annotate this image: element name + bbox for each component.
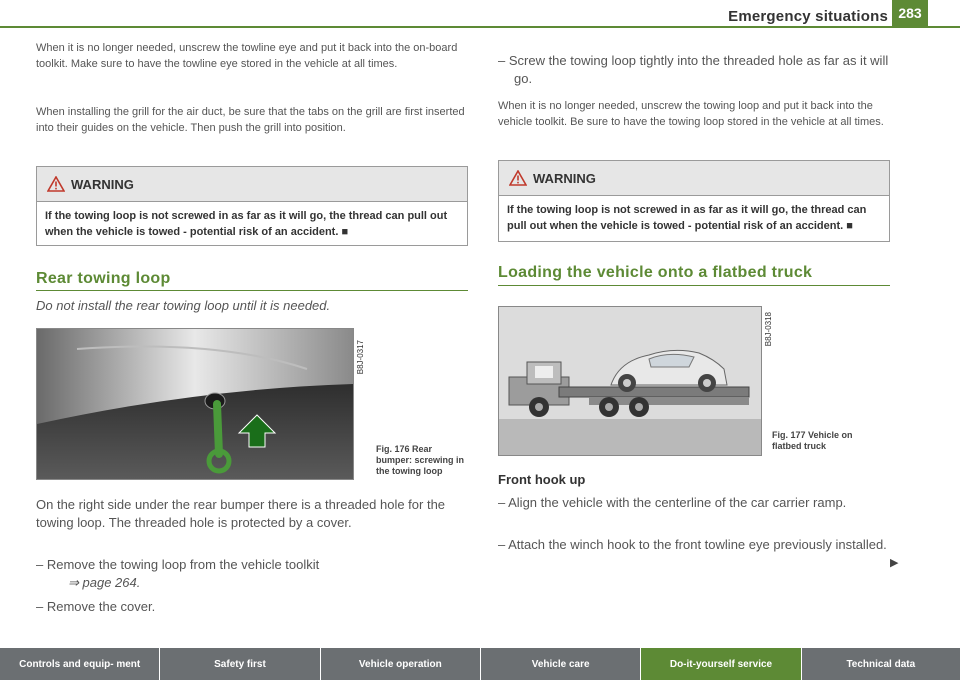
left-paragraph-1: When it is no longer needed, unscrew the towline eye and put it back into the on-board toolkit. Make sure to have the towline eye stored in the vehicle at all times.	[36, 42, 458, 70]
left-body-text: On the right side under the rear bumper there is a threaded hole for the towing loop. The threaded hole is protected by a cover.	[36, 497, 446, 530]
continue-arrow-icon: ▶	[890, 557, 899, 569]
footer-tab-technical-data[interactable]: Technical data	[802, 648, 960, 680]
left-warning-header	[37, 167, 467, 202]
left-list-item-1	[36, 556, 482, 592]
section-rule-right	[498, 285, 890, 286]
right-list-item-2: – Attach the winch hook to the front towline eye previously installed.	[498, 537, 887, 552]
flatbed-truck-illustration	[499, 307, 761, 455]
right-warning-box	[498, 160, 890, 242]
figure-176-caption: Fig. 176 Rear bumper: screwing in the towing loop	[376, 444, 465, 476]
footer-tab-safety[interactable]: Safety first	[160, 648, 320, 680]
left-warning-box	[36, 166, 468, 246]
footer-nav	[0, 648, 960, 680]
footer-tab-controls[interactable]: Controls and equip- ment	[0, 648, 160, 680]
page-header-title: Emergency situations	[728, 8, 888, 25]
section-title-rear-towing-loop: Rear towing loop	[36, 270, 171, 287]
subhead-front-hook-up: Front hook up	[498, 472, 586, 487]
left-warning-text: If the towing loop is not screwed in as far as it will go, the thread can pull out when the vehicle is towed - potential risk of an accident. ■	[45, 210, 448, 238]
page-number: 283	[892, 0, 928, 26]
left-list-item-2: – Remove the cover.	[36, 599, 156, 614]
footer-tab-vehicle-care[interactable]: Vehicle care	[481, 648, 641, 680]
left-paragraph-2: When installing the grill for the air duct, be sure that the tabs on the grill are first inserted into their guides on the vehicle. Then push the grill into position.	[36, 106, 465, 134]
footer-tab-vehicle-operation[interactable]: Vehicle operation	[321, 648, 481, 680]
figure-177-caption: Fig. 177 Vehicle on flatbed truck	[772, 430, 853, 451]
section-subtitle: Do not install the rear towing loop until it is needed.	[36, 298, 331, 313]
right-warning-title: WARNING	[533, 170, 596, 186]
header-rule	[0, 26, 960, 28]
figure-176-code: B8J-0317	[356, 340, 365, 375]
warning-triangle-icon	[47, 176, 65, 192]
right-list-item-1: – Align the vehicle with the centerline of the car carrier ramp.	[498, 495, 847, 510]
right-step-screw: – Screw the towing loop tightly into the threaded hole as far as it will go.	[498, 53, 889, 86]
section-rule-left	[36, 290, 468, 291]
rear-bumper-illustration	[37, 329, 353, 479]
section-title-flatbed: Loading the vehicle onto a flatbed truck	[498, 264, 813, 281]
warning-triangle-icon	[509, 170, 527, 186]
left-warning-title: WARNING	[71, 176, 134, 192]
figure-177-code: B8J-0318	[764, 312, 773, 347]
footer-tab-diy-service[interactable]: Do-it-yourself service	[641, 648, 801, 680]
page-reference-link[interactable]: ⇒ page 264.	[68, 575, 141, 590]
figure-rear-bumper	[36, 328, 354, 480]
right-warning-text: If the towing loop is not screwed in as far as it will go, the thread can pull out when the vehicle is towed - potential risk of an accident. ■	[507, 204, 867, 232]
right-paragraph: When it is no longer needed, unscrew the towing loop and put it back into the vehicle toolkit. Be sure to have the towing loop stored in the vehicle at all times.	[498, 100, 884, 128]
figure-flatbed-truck	[498, 306, 762, 456]
right-warning-header	[499, 161, 889, 196]
left-list-item-1-text: – Remove the towing loop from the vehicle toolkit	[36, 557, 320, 572]
